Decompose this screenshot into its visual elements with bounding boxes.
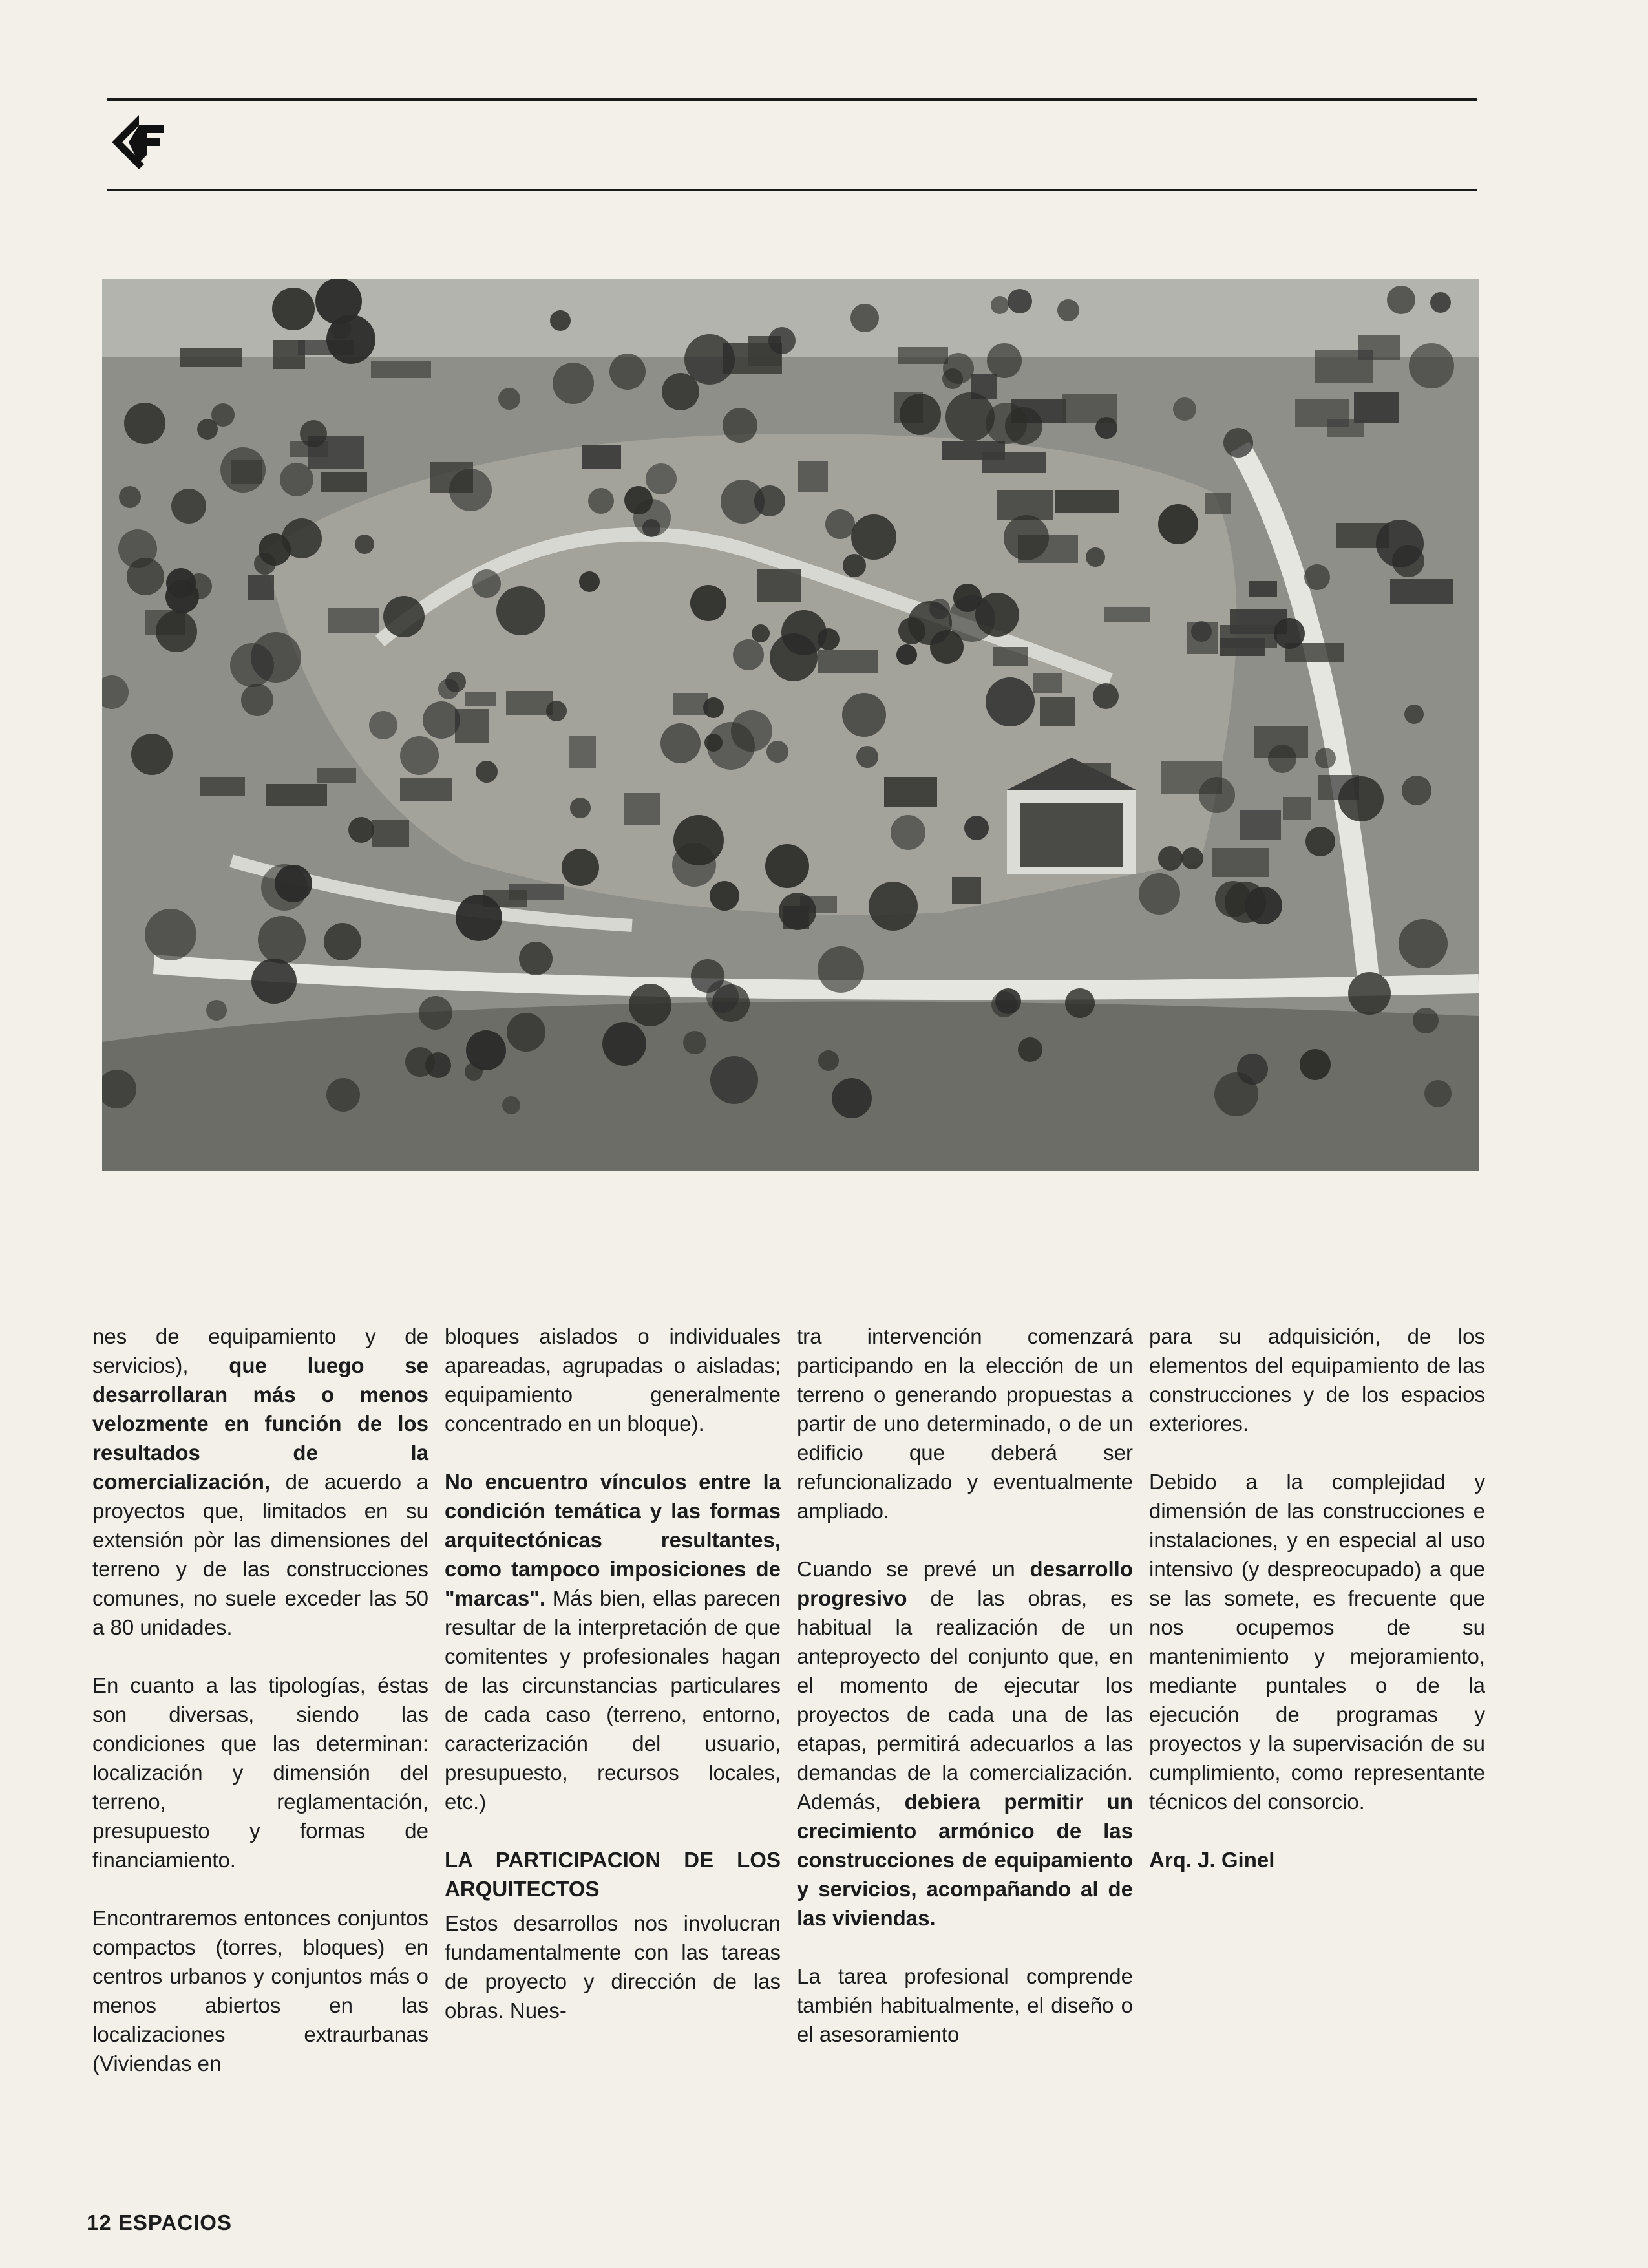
model-house [673, 693, 708, 715]
page-folio: 12 ESPACIOS [87, 2210, 232, 2234]
model-house [180, 348, 242, 367]
model-tree [706, 980, 739, 1013]
model-tree [562, 849, 599, 886]
model-tree [241, 684, 273, 716]
model-tree [502, 1096, 520, 1114]
model-tree [579, 571, 600, 592]
model-tree [1399, 919, 1448, 968]
model-tree [1191, 621, 1212, 642]
model-tree [1304, 564, 1330, 590]
model-tree [1338, 776, 1384, 821]
model-tree [272, 288, 315, 330]
model-tree [662, 373, 699, 410]
model-tree [832, 1078, 872, 1118]
model-house [1390, 579, 1453, 604]
model-tree [1274, 618, 1305, 649]
model-tree [1173, 397, 1196, 421]
model-tree [766, 741, 788, 763]
model-tree [851, 514, 896, 560]
model-house [982, 452, 1046, 473]
model-house [582, 445, 621, 469]
model-tree [945, 392, 995, 441]
model-house [1220, 638, 1265, 656]
model-tree [550, 310, 571, 331]
model-house [400, 778, 452, 801]
model-tree [703, 697, 724, 718]
model-house [898, 347, 948, 364]
model-tree [507, 1013, 545, 1052]
paragraph: bloques aislados o individuales apareadas, agrupadas o aisladas; equipamiento generalmente concentrado en un bloque). [445, 1324, 781, 1436]
model-tree [1095, 417, 1117, 439]
model-tree [1387, 286, 1415, 314]
model-tree [1402, 776, 1431, 805]
model-tree [683, 1031, 706, 1054]
architectural-model-photo [102, 279, 1479, 1171]
paragraph: Estos desarrollos nos involucran fundamentalmente con las tareas de proyecto y dirección de las obras. Nues- [445, 1911, 781, 2022]
model-house [266, 784, 327, 806]
model-tree [1004, 515, 1049, 560]
model-tree [1199, 777, 1235, 813]
text-column-2 [445, 1322, 781, 2054]
model-tree [779, 893, 816, 930]
paragraph: Debido a la complejidad y dimensión de las construcciones e instalaciones, y en especial al uso intensivo (y despreocupado) a que se las somete, es frecuente que nos ocupemos de su mantenimiento y mejoramiento, mediante puntales o de la ejecución de programas y proyectos y la supervisación de su cumplimiento, como representante técnicos del consorcio. [1149, 1470, 1485, 1814]
model-house [1240, 810, 1281, 840]
model-tree [275, 865, 312, 902]
model-house [1033, 673, 1062, 693]
model-tree [949, 595, 995, 642]
model-tree [1348, 972, 1391, 1015]
model-tree [472, 569, 501, 598]
model-tree [900, 394, 941, 435]
model-tree [842, 693, 886, 737]
model-tree [1424, 1080, 1452, 1107]
model-tree [419, 996, 452, 1030]
model-house [328, 608, 379, 633]
model-tree [825, 509, 855, 539]
model-tree [1409, 343, 1454, 388]
model-tree [400, 736, 439, 775]
model-tree [1237, 1054, 1268, 1085]
model-house [248, 575, 274, 600]
model-tree [1404, 705, 1424, 724]
model-tree [964, 816, 989, 840]
model-tree [355, 535, 374, 554]
model-house [757, 569, 801, 602]
model-house [465, 692, 496, 706]
model-tree [1065, 988, 1095, 1018]
model-tree [710, 881, 739, 911]
model-tree [633, 499, 671, 536]
model-tree [1223, 428, 1253, 458]
paragraph: En cuanto a las tipologías, éstas son diversas, siendo las condiciones que las determinan: localización y dimensión del terreno, reglamentación, presupuesto y formas de financiamiento. [92, 1673, 428, 1872]
model-tree [991, 296, 1009, 314]
model-tree [660, 723, 701, 763]
espacios-logo-icon [107, 110, 171, 175]
model-tree [672, 843, 716, 887]
model-house [1358, 335, 1400, 360]
model-house [372, 820, 409, 847]
author-signature: Arq. J. Ginel [1149, 1848, 1275, 1872]
model-house [624, 793, 660, 825]
model-tree [856, 746, 878, 768]
model-tree [721, 480, 765, 524]
model-tree [602, 1022, 646, 1066]
model-tree [145, 909, 196, 960]
model-house [1104, 607, 1150, 622]
text-column-4 [1149, 1322, 1485, 1903]
model-tree [1139, 873, 1180, 915]
model-tree [752, 624, 770, 642]
model-tree [282, 518, 322, 558]
model-tree [197, 419, 218, 440]
model-tree [609, 354, 646, 390]
text-column-1 [92, 1322, 428, 2107]
model-tree [553, 363, 594, 404]
model-tree [1413, 1008, 1439, 1033]
model-tree [438, 679, 459, 699]
text-column-3 [797, 1322, 1133, 2078]
model-tree [383, 596, 425, 637]
model-house [1040, 697, 1075, 726]
model-tree [156, 611, 197, 652]
model-tree [369, 711, 397, 739]
model-tree [588, 488, 614, 514]
model-tree [690, 585, 726, 621]
model-tree [869, 882, 918, 931]
model-house [321, 472, 367, 492]
model-tree [251, 959, 297, 1004]
model-tree [843, 554, 866, 577]
model-house [1055, 490, 1119, 513]
model-tree [476, 761, 498, 783]
model-tree [326, 1078, 360, 1112]
model-tree [896, 644, 917, 665]
model-tree [300, 420, 327, 447]
model-tree [1315, 748, 1336, 768]
model-tree [781, 610, 827, 655]
model-tree [131, 734, 173, 775]
model-tree [166, 568, 196, 598]
model-tree [348, 817, 374, 843]
model-tree [891, 815, 925, 850]
model-house [455, 709, 489, 743]
model-tree [991, 991, 1017, 1017]
model-tree [119, 486, 141, 508]
model-house [952, 877, 981, 904]
paragraph: tra intervención comenzará participando en la elección de un terreno o generando propuestas a partir de uno determinado, o de un edificio que deberá ser refuncionalizado y eventualmente ampliado. [797, 1324, 1133, 1523]
paragraph: Encontraremos entonces conjuntos compactos (torres, bloques) en centros urbanos y conjuntos más o menos abiertos en las localizaciones extraurbanas (Viviendas en [92, 1906, 428, 2075]
model-house [1354, 392, 1399, 423]
model-house [273, 340, 305, 369]
model-tree [818, 946, 864, 993]
model-tree [423, 701, 460, 739]
section-heading: LA PARTICIPACION DE LOS ARQUITECTOS [445, 1848, 781, 1901]
model-tree [1181, 847, 1203, 869]
model-tree [1086, 547, 1105, 567]
model-tree [496, 586, 545, 635]
model-tree [315, 279, 362, 324]
model-tree [1158, 504, 1198, 544]
model-tree [258, 916, 306, 964]
model-tree [230, 643, 274, 687]
model-tree [466, 1030, 506, 1070]
model-tree [765, 844, 809, 888]
model-tree [1057, 299, 1079, 321]
model-tree [646, 463, 677, 494]
model-tree [1376, 520, 1424, 567]
model-house [993, 647, 1028, 666]
model-tree [171, 489, 206, 524]
model-tree [456, 895, 502, 941]
model-house [317, 768, 356, 783]
paragraph: La tarea profesional comprende también habitualmente, el diseño o el asesoramiento [797, 1964, 1133, 2046]
paragraph: para su adquisición, de los elementos del equipamiento de las construcciones y de los espacios exteriores. [1149, 1324, 1485, 1436]
model-tree [1305, 827, 1335, 856]
model-tree [710, 1056, 758, 1104]
model-house [798, 461, 828, 492]
model-tree [449, 469, 492, 511]
model-tree [733, 639, 764, 670]
model-tree [124, 403, 165, 444]
model-tree [405, 1047, 435, 1077]
model-tree [1300, 1049, 1331, 1080]
model-tree [818, 1050, 839, 1071]
model-tree [1093, 683, 1119, 709]
model-house [1249, 581, 1277, 597]
model-tree [850, 304, 879, 332]
model-tree [723, 408, 757, 443]
model-tree [1008, 289, 1032, 313]
model-house [1283, 797, 1311, 820]
model-tree [220, 447, 266, 493]
model-tree [127, 558, 164, 595]
model-tree [1225, 882, 1266, 923]
model-house [1212, 848, 1269, 877]
model-tree [498, 388, 520, 410]
model-tree [546, 701, 567, 721]
model-house [818, 650, 878, 673]
model-house [371, 361, 431, 378]
model-tree [629, 984, 671, 1026]
model-house [200, 777, 245, 796]
model-house [569, 736, 596, 768]
model-tree [1158, 846, 1183, 871]
paragraph: nes de equipamiento y de servicios), que luego se desarrollaran más o menos velozmente en función de los resultados de la comercialización, de acuerdo a proyectos que, limitados en su extensión pòr las dimensiones del terreno y de las construcciones comunes, no suele exceder las 50 a 80 unidades. [92, 1324, 428, 1639]
model-tree [768, 327, 796, 354]
model-tree [942, 368, 963, 389]
model-tree [570, 798, 591, 818]
model-tree [986, 677, 1035, 726]
model-tree [929, 599, 950, 619]
model-house [884, 777, 937, 807]
model-tree [206, 1000, 227, 1021]
model-tree [987, 343, 1022, 378]
model-tree [1268, 745, 1296, 773]
model-tree [519, 942, 553, 975]
model-house [1205, 493, 1231, 514]
model-tree [704, 734, 723, 752]
model-tree [324, 923, 361, 960]
paragraph: Cuando se prevé un desarrollo progresivo de las obras, es habitual la realización de un anteproyecto del conjunto que, en el momento de ejecutar los proyectos de cada una de las etapas, permitirá adecuarlos a las demandas de la comercialización. Además, debiera permitir un crecimiento armónico de las construcciones de equipamiento y servicios, acompañando al de las viviendas. [797, 1557, 1134, 1930]
model-tree [1430, 292, 1451, 313]
paragraph: No encuentro vínculos entre la condición temática y las formas arquitectónicas resultantes, como tampoco imposiciones de "marcas". Más bien, ellas parecen resultar de la interpretación de que comitentes y profesionales hagan de las circunstancias particulares de cada caso (terreno, entorno, caracterización del usuario, presupuesto, recursos locales, etc.) [445, 1470, 781, 1814]
model-tree [731, 710, 772, 752]
model-tree [280, 463, 313, 496]
top-rule [107, 98, 1477, 101]
model-tree [1018, 1037, 1042, 1062]
header-rule [107, 189, 1477, 191]
